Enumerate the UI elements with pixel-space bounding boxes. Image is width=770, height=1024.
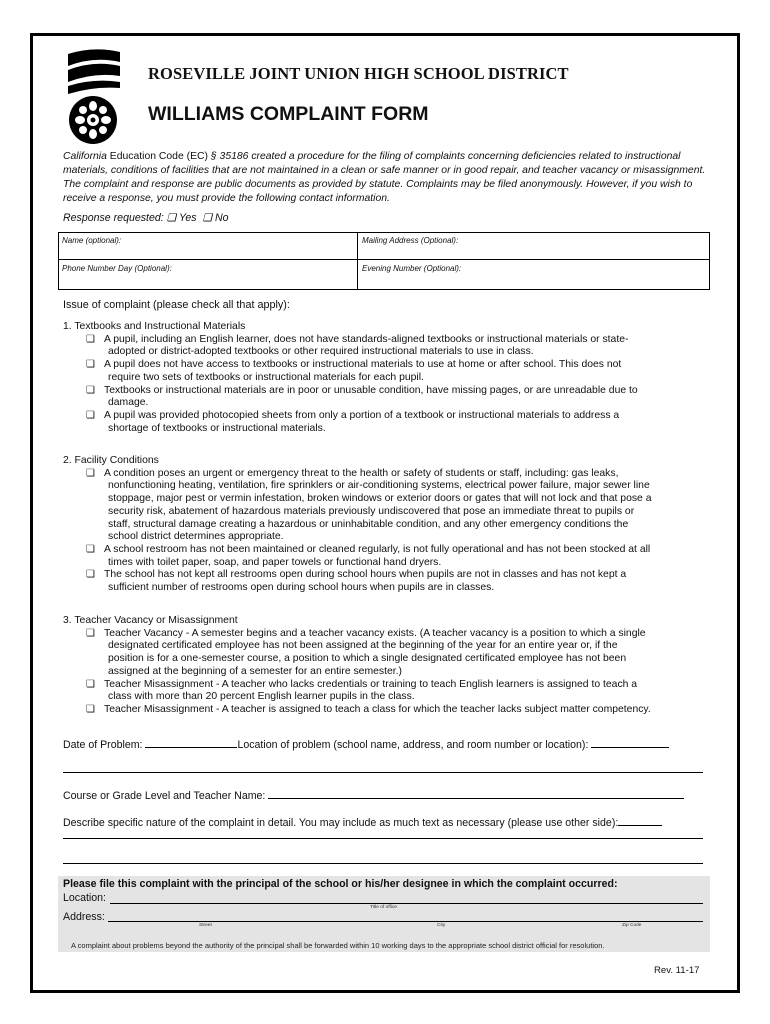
course-input[interactable] (268, 788, 684, 799)
issue-item-text: Teacher Vacancy - A semester begins and a teacher vacancy exists. (A teacher vacancy is a position to which a single (104, 627, 646, 639)
describe-label: Describe specific nature of the complaint in detail. You may include as much text as necessary (please use other side): (63, 817, 619, 829)
describe-row (63, 815, 662, 829)
district-logo-icon (64, 48, 122, 148)
title-of-office-caption: Title of office (370, 905, 397, 910)
response-label: Response requested: (63, 212, 164, 224)
issue-item (63, 468, 651, 544)
issue-item-text: designated certificated employee has not been assigned at the beginning of the year for an entire year or, if the (108, 640, 618, 652)
issue-item-text: A condition poses an urgent or emergency threat to the health or safety of students or staff, including: gas leaks, (104, 467, 619, 479)
issue-item-text: times with toilet paper, soap, and paper towels or functional hand dryers. (108, 556, 442, 568)
issue-item (63, 704, 651, 717)
date-location-row (63, 737, 669, 751)
issue-item-text: class with more than 20 percent English learner pupils in the class. (108, 691, 415, 703)
form-title: WILLIAMS COMPLAINT FORM (148, 103, 429, 125)
issue-checkbox[interactable]: ❏ (86, 627, 95, 639)
issue-item (63, 544, 651, 569)
issue-checkbox[interactable]: ❏ (86, 543, 95, 555)
issue-item-text: A pupil, including an English learner, does not have standards-aligned textbooks or instructional materials or state- (104, 333, 629, 345)
issue-section-1 (63, 321, 638, 435)
revision-label: Rev. 11-17 (654, 965, 700, 976)
date-input[interactable] (145, 737, 237, 748)
filing-address-label: Address: (63, 911, 105, 923)
issue-item-text: damage. (108, 397, 149, 409)
date-label: Date of Problem: (63, 739, 146, 751)
phone-day-field[interactable]: Phone Number Day (Optional): (62, 264, 172, 273)
issue-checkbox[interactable]: ❏ (86, 409, 95, 421)
name-field[interactable]: Name (optional): (62, 236, 122, 245)
issue-checkbox[interactable]: ❏ (86, 703, 95, 715)
issue-checkbox[interactable]: ❏ (86, 569, 95, 581)
filing-instruction: Please file this complaint with the principal of the school or his/her designee in which the complaint occurred: (63, 878, 618, 890)
issue-item-text: require two sets of textbooks or instructional materials for each pupil. (108, 371, 424, 383)
issue-item-text: Teacher Misassignment - A teacher is assigned to teach a class for which the teacher lacks subject matter competency. (104, 703, 651, 715)
issue-item-text: security risk, abatement of hazardous materials previously undiscovered that pose an immediate threat to pupils or (108, 505, 635, 517)
issue-item-text: assigned at the beginning of a semester for an entire semester.) (108, 665, 402, 677)
yes-checkbox[interactable]: ❏ (166, 212, 177, 224)
issue-item-text: sufficient number of restrooms open during school hours when pupils are in classes. (108, 582, 495, 594)
issue-section-2 (63, 455, 651, 595)
issue-checkbox[interactable]: ❏ (86, 333, 95, 345)
issue-item-text: A pupil does not have access to textbooks or instructional materials to use at home or after school. This does not (104, 359, 622, 371)
issue-item-text: Teacher Misassignment - A teacher who lacks credentials or training to teach English learners is assigned to teach a (104, 678, 638, 690)
location-line-2[interactable] (63, 772, 703, 773)
intro-lead: California (63, 151, 107, 162)
issue-item (63, 359, 638, 384)
issue-item (63, 334, 638, 359)
issue-item-text: Textbooks or instructional materials are in poor or unusable condition, have missing pages, or are unreadable due to (104, 384, 638, 396)
contact-divider-vertical (357, 233, 358, 289)
location-input[interactable] (591, 737, 669, 748)
yes-label: Yes (178, 212, 197, 224)
describe-line-3[interactable] (63, 863, 703, 864)
issue-item (63, 410, 638, 435)
issue-item (63, 569, 651, 594)
describe-input[interactable] (618, 815, 662, 826)
issue-item-text: school district determines appropriate. (108, 531, 284, 543)
filing-location-input[interactable] (110, 903, 703, 904)
no-checkbox[interactable]: ❏ (202, 212, 212, 224)
city-caption: City (437, 923, 446, 928)
issue-item-text: staff, structural damage creating a hazardous or uninhabitable condition, and any other emergency conditions the (108, 518, 629, 530)
intro-code-ref: Education Code (EC) (109, 151, 208, 162)
issue-checkbox[interactable]: ❏ (86, 678, 95, 690)
issue-item-text: position is for a one-semester course, a position to which a single designated certificated employee has not been (108, 653, 627, 665)
district-name: ROSEVILLE JOINT UNION HIGH SCHOOL DISTRICT (148, 64, 569, 83)
issue-item (63, 679, 651, 704)
section-title: 3. Teacher Vacancy or Misassignment (63, 615, 238, 626)
intro-paragraph (63, 150, 713, 206)
intro-text: § 35186 created a procedure for the filing of complaints concerning deficiencies related to instructional materials, conditions of facilities that are not maintained in a clean or safe manner or in good repair, and teacher vacancy or misassignment. The complaint and response are public documents as provided by statute. Complaints may be filed anonymously. However, if you wish to receive a response, you must provide the following contact information. (63, 151, 706, 204)
issue-item-text: A school restroom has not been maintained or cleaned regularly, is not fully operational and has not been stocked at all (104, 543, 651, 555)
location-label: Location of problem (school name, address, and room number or location): (237, 739, 592, 751)
issue-item-text: nonfunctioning heating, ventilation, fire sprinklers or air-conditioning systems, electrical power failure, major sewer line (108, 480, 650, 492)
issue-item-text: adopted or district-adopted textbooks or other required instructional materials to use in class. (108, 346, 534, 358)
contact-divider-horizontal (59, 259, 709, 260)
course-row (63, 788, 684, 802)
forwarding-footnote: A complaint about problems beyond the authority of the principal shall be forwarded within 10 working days to the appropriate school district official for resolution. (71, 941, 605, 950)
section-title: 2. Facility Conditions (63, 455, 159, 466)
issue-checkbox[interactable]: ❏ (86, 359, 95, 371)
mailing-address-field[interactable]: Mailing Address (Optional): (362, 236, 459, 245)
describe-line-2[interactable] (63, 838, 703, 839)
issue-section-3 (63, 615, 651, 717)
issue-item-text: A pupil was provided photocopied sheets from only a portion of a textbook or instructional materials to address a (104, 409, 620, 421)
response-requested (63, 212, 229, 224)
course-label: Course or Grade Level and Teacher Name: (63, 790, 269, 802)
issue-item-text: shortage of textbooks or instructional materials. (108, 422, 326, 434)
section-title: 1. Textbooks and Instructional Materials (63, 321, 246, 332)
issue-item-text: stoppage, major pest or vermin infestation, broken windows or exterior doors or gates that will not lock and that pose a (108, 493, 652, 505)
issue-checkbox[interactable]: ❏ (86, 467, 95, 479)
issue-checkbox[interactable]: ❏ (86, 384, 95, 396)
filing-address-input[interactable] (108, 921, 703, 922)
street-caption: Street (199, 923, 212, 928)
contact-table (58, 232, 710, 290)
evening-number-field[interactable]: Evening Number (Optional): (362, 264, 462, 273)
issue-heading: Issue of complaint (please check all that apply): (63, 299, 290, 311)
issue-item (63, 628, 651, 679)
issue-item-text: The school has not kept all restrooms open during school hours when pupils are not in classes and has not kept a (104, 569, 627, 581)
no-label: No (214, 212, 229, 224)
filing-location-label: Location: (63, 892, 106, 904)
issue-item (63, 385, 638, 410)
zip-caption: Zip Code (622, 923, 642, 928)
